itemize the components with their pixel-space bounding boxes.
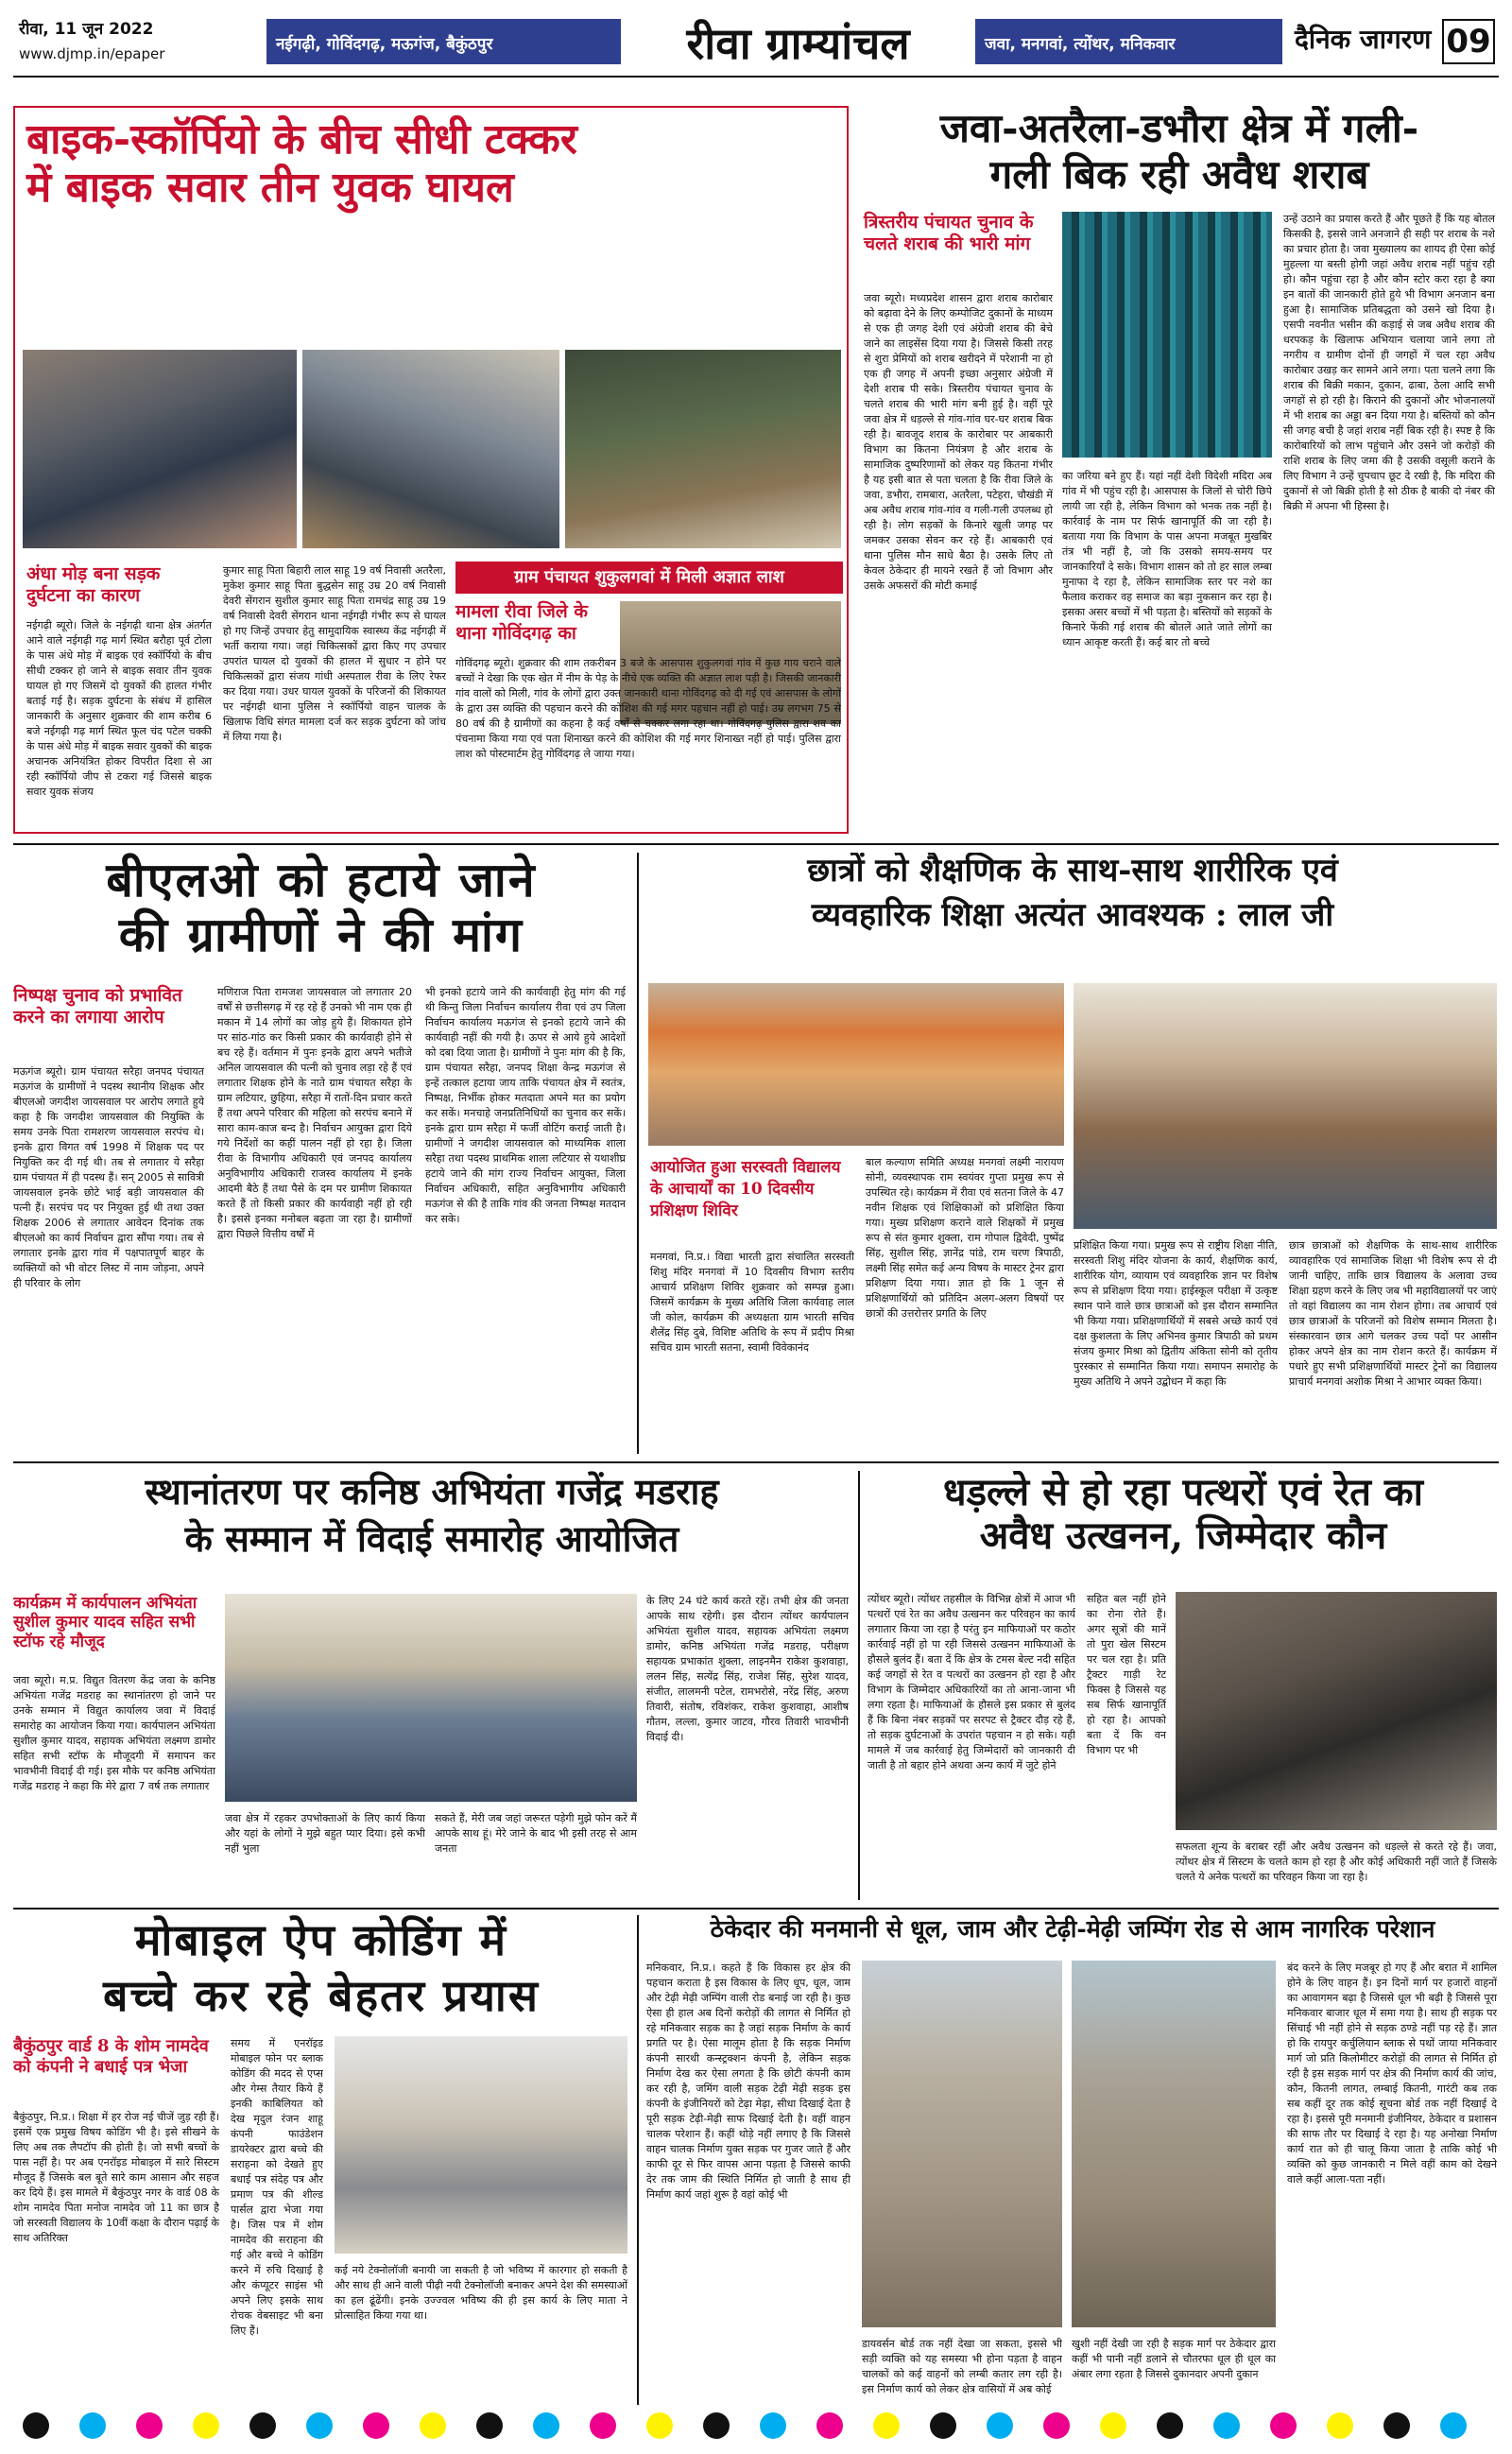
- body-column-3: सफलता शून्य के बराबर रहीं और अवैध उत्खनन को धड़ल्ले से करते रहे हैं। जवा, त्योंथर क्षेत्र में सिस्टम के चलते काम हो रहा है और कोई अधिकारी नहीं जाते हैं जिसके चलते ये अनेक पत्थरों का परिवहन किया जा रहा है।: [1176, 1840, 1497, 1883]
- body-column-1: मऊगंज ब्यूरो। ग्राम पंचायत सरैहा जनपद पंचायत मऊगंज के ग्रामीणों ने पदस्थ स्थानीय शिक्षक और बीएलओ जगदीश जायसवाल पर आरोप लगाते हुये कहा है कि जगदीश जायसवाल की नियुक्ति के समय उनके पिता रामशरण जायसवाल सरपंच थे। इनके द्वारा विगत वर्ष 1998 में शिक्षक पद पर नियुक्ति कर दी गई थी। तब से लगातार ये सरैहा ग्राम पंचायत में ही पदस्थ हैं। सन् 2005 से सावित्री जायसवाल इनके छोटे भाई बड़ी जायसवाल की पत्नी हैं। सरपंच पद पर नियुक्त हुई थी तथा उक्त शिक्षक 2006 से लगातार आवेदन दिनांक तक बीएलओ का कार्य निर्वाचन द्वारा सौंपा गया। तब से लगातार इनके द्वारा गांव में पक्षपातपूर्ण बाहर के व्यक्तियों को भी वोटर लिस्ट में नाम जोड़ना, अपने ही परिवार के लोग: [13, 1065, 204, 1289]
- headline: [13, 1471, 850, 1560]
- headline: [860, 106, 1499, 198]
- headline-line-1: बाइक-स्कॉर्पियो के बीच सीधी टक्कर: [26, 115, 577, 164]
- photo-injured-youth-1: [23, 350, 297, 548]
- unknown-body-text: गोविंदगढ़ ब्यूरो। शुक्रवार की शाम तकरीबन 3 बजे के आसपास शुकुलगवां गांव में कुछ गाय चराने वाले बच्चों ने देखा कि एक खेत में नीम के पेड़ के नीचे एक व्यक्ति की अज्ञात लाश पड़ी है। जिसकी जानकारी गांव वालों को मिली, गांव के लोगों द्वारा उक्त जानकारी थाना गोविंदगढ़ को दी गई एवं आसपास के लोगों के द्वारा उस व्यक्ति की पहचान करने की कोशिश की गई मगर पहचान नहीं हो पाई। उम्र लगभग 75 से 80 वर्ष की है ग्रामीणों का कहना है कई वर्षों से चक्कर लगा रहा था। गोविंदगढ़ पुलिस द्वारा शव का पंचनामा किया गया एवं पता शिनाख्त करने की कोशिश की गई मगर शिनाख्त नहीं हो पाई। पुलिस द्वारा लाश को पोस्टमार्टम हेतु गोविंदगढ़ ले जाया गया।: [455, 657, 841, 760]
- headline-line-1: स्थानांतरण पर कनिष्ठ अभियंता गजेंद्र मडराह: [145, 1471, 719, 1512]
- registration-mark-icon: [816, 2412, 843, 2439]
- body-column-3: उन्हें उठाने का प्रयास करते हैं और पूछते हैं कि यह बोतल किसकी है, इससे जाने अनजाने ही सही पर शराब के नशे का प्रचार होता है। जवा मुख्यालय का शायद ही ऐसा कोई मुहल्ला या बस्ती होगी जहां अवैध शराब नहीं पहुंच रही हो। कौन पहुंचा रहा है और कौन स्टोर करा रहा है क्या इन बातों की जानकारी होते हुये भी विभाग अनजान बना हुआ है। सामाजिक प्रतिबद्धता को उसने खो दिया है। एसपी नवनीत भसीन की कड़ाई से जब अवैध शराब की धरपकड़ के खिलाफ अभियान चलाया जाने लगा तो नगरीय व ग्रामीण दोनों ही जगहों में चल रहा अवैध कारोबार उखड़ कर सामने आने लगा। पता चलने लगा कि शराब की बिक्री मकान, दुकान, ढाबा, ठेला आदि सभी जगहों से हो रही है। किराने की दुकानों और भोजनालयों में भी शराब का अड्डा बन दिया गया है। बस्तियों को कौन सी जगह बची है जहां शराब नहीं बिक रही है। स्पष्ट है कि कारोबारियों को लाभ पहुंचाने और उसने जो करोड़ों की राशि शराब के लिए जमा की है उसकी वसूली कराने के लिए विभाग ने उन्हें चुपचाप छूट दे रखी है, कि मदिरा की दुकानों से जो बिक्री होती है सो ठीक है बाकी दो नंबर की बिक्री में अपना भी हिस्सा है।: [1283, 213, 1495, 512]
- story-unknown-body-headline: ग्राम पंचायत शुकुलगवां में मिली अज्ञात लाश: [455, 562, 843, 594]
- photo-award-ceremony: [1074, 983, 1497, 1229]
- body-column-3: कई नये टेक्नोलॉजी बनायी जा सकती है जो भविष्य में कारगार हो सकती है और साथ ही आने वाली पीढ़ी नयी टेक्नोलॉजी बनाकर अपने देश की समस्याओं का हल ढूंढेंगी। इनके उज्ज्वल भविष्य की ही इस कार्य के लिए माता ने प्रोत्साहित किया गया था।: [335, 2264, 627, 2322]
- page-number: 09: [1442, 19, 1495, 64]
- registration-mark-icon: [476, 2412, 503, 2439]
- registration-mark-icon: [646, 2412, 673, 2439]
- body-column-4: बंद करने के लिए मजबूर हो गए हैं और बरात में शामिल होने के लिए वाहन हैं। इन दिनों मार्ग पर हजारों वाहनों का आवागमन बढ़ा है जिससे धूल भी बढ़ी है जिससे पूरा मनिकवार बाजार धूल में समा गया है। साथ ही सड़क पर सिंचाई भी नहीं होने से सड़क ठण्डे नहीं पड़ रहे हैं। ज्ञात हो कि रायपुर कर्चुलियान ब्लाक से पथों जाया मनिकवार मार्ग जो प्रति किलोमीटर करोड़ों की लागत से निर्मित हो रही है इस सड़क मार्ग पर क्षेत्र की निर्माण कार्य की जांच, कौन, कितनी लागत, लम्बाई कितनी, गारंटी कब तक सब कहीं दूर तक कोई सूचना बोर्ड तक नहीं दिखाई दे रहा है। इससे पूरी मनमानी इंजीनियर, ठेकेदार व प्रशासन की साफ तौर पर दिखाई दे रहा है। यह अनोखा निर्माण कार्य रात को ही चालू किया जाता है ताकि कोई भी व्यक्ति को कुछ जानकारी न मिले वहीं काम को देखने वाले कहीं आला-पता नहीं।: [1287, 1961, 1497, 2186]
- registration-mark-icon: [23, 2412, 49, 2439]
- headline-line-2: बच्चे कर रहे बेहतर प्रयास: [103, 1970, 540, 2022]
- subheadline: अंधा मोड़ बना सड़क दुर्घटना का कारण: [26, 563, 161, 606]
- registration-mark-icon: [1327, 2412, 1353, 2439]
- headline: ठेकेदार की मनमानी से धूल, जाम और टेढ़ी-मेढ़ी जम्पिंग रोड से आम नागरिक परेशान: [710, 1915, 1435, 1943]
- registration-mark-icon: [249, 2412, 276, 2439]
- body-column-1: मनिकवार, नि.प्र.। कहते हैं कि विकास हर क्षेत्र की पहचान कराता है इस विकास के लिए धूप, धूल, जाम और टेढ़ी मेढ़ी जम्पिंग वाली रोड बनाई जा रही है। कुछ ऐसा ही हाल अब दिनों करोड़ों की लागत से निर्मित हो रहे मनिकवार सड़क का है जहां सड़क निर्माण के कार्य प्रगति पर है। ऐसा मालूम होता है कि सड़क निर्माण कंपनी सारथी कन्स्ट्रक्शन कंपनी है, लेकिन सड़क निर्माण देख कर ऐसा लगता है कि छोटी कंपनी काम कर रही है, जमिंग वाली सड़क टेढ़ी मेढ़ी सड़क इस कंपनी के इंजीनियरों को टेढ़ा मेढ़ा, सीधा दिखाई देता है पूरी सड़क टेढ़ी-मेढ़ी साफ दिखाई देती है। वहीं वाहन चालक परेशान हैं। कहीं थोड़े नहीं लगाए है कि जिससे वाहन चालक निर्माण युक्त सड़क पर गुजर जाते हैं और काफी दूर से फिर वापस आना पड़ता है जिससे काफी देर तक जाम की स्थिति निर्मित हो जाती है साथ ही निर्माण कार्य जहां शुरू है वहां कोई भी: [646, 1961, 850, 2201]
- divider: [13, 843, 1499, 845]
- body-column-1: जवा ब्यूरो। मध्यप्रदेश शासन द्वारा शराब कारोबार को बढ़ावा देने के लिए कम्पोजिट दुकानों के माध्यम से एक ही जगह देशी एवं अंग्रेजी शराब की बेचे जाने का लाइसेंस दिया गया है। जिससे किसी तरह से शुरा प्रेमियों को शराब खरीदने में परेशानी ना हो एक ही जगह में अपनी इच्छा अनुसार अंग्रेजी में देशी शराब पी सके। त्रिस्तरीय पंचायत चुनाव के चलते शराब की भारी मांग बनी हुई है। वहीं पूरे जवा क्षेत्र में धड़ल्ले से गांव-गांव घर-घर शराब बिक रही है। बावजूद शराब के कारोबार पर आबकारी विभाग का कितना नियंत्रण है और शराब के सामाजिक दुष्परिणामों को लेकर यह कितना गंभीर है यह इसी बात से पता चलता है कि रीवा जिले के जवा, डभौरा, रामबारा, अतरैला, पटेहरा, चौखंडी में अब अवैध शराब गांव-गांव व गली-गली उपलब्ध हो रही है। लोग सड़कों के किनारे खुली जगह पर जमकर उसका सेवन कर रहे हैं। आबकारी एवं थाना पुलिस मौन साधे बैठा है। उसके लिए तो केवल ठेकेदार ही मायने रखते हैं जो विभाग और उसके अफसरों की मोटी कमाई: [864, 292, 1053, 592]
- registration-mark-icon: [590, 2412, 616, 2439]
- headline: [13, 1915, 629, 2022]
- headline-line-2: अवैध उत्खनन, जिम्मेदार कौन: [979, 1513, 1387, 1559]
- headline-line-1: जवा-अतरैला-डभौरा क्षेत्र में गली-: [939, 106, 1419, 151]
- headline-line-2: व्यवहारिक शिक्षा अत्यंत आवश्यक : लाल जी: [811, 896, 1334, 935]
- caption: आयोजित हुआ सरस्वती विद्यालय के आचार्यों का 10 दिवसीय प्रशिक्षण शिविर: [650, 1158, 841, 1220]
- divider: [637, 853, 639, 1454]
- registration-mark-icon: [760, 2412, 786, 2439]
- areas-left: नईगढ़ी, गोविंदगढ़, मऊगंज, बैकुंठपुर: [266, 19, 621, 64]
- story-illegal-liquor: [860, 106, 1499, 834]
- headline-line-1: धड़ल्ले से हो रहा पत्थरों एवं रेत का: [942, 1471, 1423, 1514]
- divider: [637, 1915, 639, 2405]
- paper-name: दैनिक जागरण: [1295, 24, 1432, 55]
- registration-mark-icon: [533, 2412, 559, 2439]
- story-road-construction: [646, 1915, 1499, 2405]
- headline-line-2: में बाइक सवार तीन युवक घायल: [26, 164, 514, 213]
- photo-liquor-bottles: [1062, 212, 1272, 458]
- subheadline: कार्यक्रम में कार्यपालन अभियंता सुशील कुमार यादव सहित सभी स्टॉफ रहे मौजूद: [13, 1594, 198, 1651]
- registration-mark-icon: [1383, 2412, 1410, 2439]
- photo-student-with-certificate: [335, 2036, 627, 2254]
- divider: [13, 1908, 1499, 1910]
- masthead: [13, 13, 1499, 78]
- story-blo-removal: [13, 853, 629, 1454]
- body-column-3: प्रशिक्षित किया गया। प्रमुख रूप से राष्ट्रीय शिक्षा नीति, सरस्वती शिशु मंदिर योजना के कार्य, शैक्षणिक कार्य, शारीरिक योग, व्यायाम एवं व्यवहारिक ज्ञान पर विशेष रूप से प्रशिक्षण दिया गया। हाईस्कूल परीक्षा में उत्कृष्ट स्थान पाने वाले छात्र छात्राओं को इस दौरान सम्मानित भी किया गया। प्रशिक्षणार्थियों में सबसे अच्छे कार्य एवं दक्ष कुशलता के लिए अभिनव कुमार त्रिपाठी को प्रथम संजय कुमार मिश्रा को द्वितीय अंकिता सोनी को तृतीय पुरस्कार से सम्मानित किया गया। समापन समारोह के मुख्य अतिथि ने अपने उद्बोधन में कहा कि: [1074, 1239, 1278, 1388]
- body-column-4: के लिए 24 घंटे कार्य करते रहें। तभी क्षेत्र की जनता आपके साथ रहेगी। इस दौरान त्योंथर कार्यपालन अभियंता सुशील यादव, सहायक अभियंता लक्ष्मण डामोर, कनिष्ठ अभियंता गजेंद्र मडराह, परीक्षण सहायक प्रभाकांत शुक्ला, लाइनमैन राकेश कुशवाहा, ललन सिंह, सत्येंद्र सिंह, राजेश सिंह, सुरेश यादव, संजीत, लालमनी पटेल, रामभरोसे, नरेंद्र सिंह, अरुण तिवारी, संतोष, रविशंकर, राकेश कुशवाहा, आशीष गौतम, लल्ला, कुमार जाटव, गौरव तिवारी भावभीनी विदाई दी।: [646, 1595, 849, 1743]
- body-column-2: सहित बल नहीं होने का रोना रोते हैं। अगर सूत्रों की मानें तो पुरा खेल सिस्टम पर चल रहा है। प्रति ट्रैक्टर गाड़ी रेट फिक्स है जिससे यह सब सिर्फ खानापूर्ति हो रहा है। आपको बता दें कि वन विभाग पर भी: [1087, 1593, 1166, 1756]
- story-mobile-app-coding: [13, 1915, 629, 2405]
- registration-mark-icon: [873, 2412, 900, 2439]
- photo-injured-youth-3: [565, 350, 841, 548]
- photo-road-2: [1072, 1961, 1276, 2327]
- divider: [858, 1471, 860, 1900]
- headline-line-1: मोबाइल ऐप कोडिंग में: [134, 1915, 508, 1965]
- unknown-body-subheadline: मामला रीवा जिले के थाना गोविंदगढ़ का: [455, 601, 588, 644]
- body-column-3: खुशी नहीं देखी जा रही है सड़क मार्ग पर ठेकेदार द्वारा कहीं भी पानी नहीं डलाने से चौतरफा धूल ही धूल का अंबार लगा रहता है जिससे दुकानदार अपनी दुकान: [1072, 2338, 1276, 2380]
- body-column-2: बाल कल्याण समिति अध्यक्ष मनगवां लक्ष्मी नारायण सोनी, व्यवस्थापक राम स्वयंवर गुप्ता प्रमुख रूप से उपस्थित रहे। कार्यक्रम में रीवा एवं सतना जिले के 47 नवीन शिक्षक एवं शिक्षिकाओं को प्रशिक्षित किया गया। मुख्य प्रशिक्षण कराने वाले शिक्षकों में प्रमुख रूप से संत कुमार शुक्ला, राम गोपाल द्विवेदी, पुष्पेंद्र सिंह, सुशील सिंह, ज्ञानेंद्र पांडे, राम चरण त्रिपाठी, लक्ष्मी सिंह समेत कई अन्य विषय के मास्टर ट्रेनर द्वारा प्रशिक्षण दिया गया। ज्ञात हो कि 1 जून से प्रशिक्षणार्थियों को प्रतिदिन अलग-अलग विषयों पर छात्रों की उत्तरोत्तर प्रगति के लिए: [866, 1156, 1064, 1320]
- subheadline: बैकुंठपुर वार्ड 8 के शोम नामदेव को कंपनी ने बधाई पत्र भेजा: [13, 2036, 209, 2077]
- registration-mark-icon: [1270, 2412, 1297, 2439]
- registration-mark-icon: [1440, 2412, 1467, 2439]
- subheadline: निष्पक्ष चुनाव को प्रभावित करने का लगाया आरोप: [13, 985, 182, 1028]
- registration-mark-icon: [136, 2412, 163, 2439]
- headline: [646, 853, 1499, 935]
- photo-injured-youth-2: [302, 350, 559, 548]
- headline-line-2: के सम्मान में विदाई समारोह आयोजित: [184, 1517, 679, 1561]
- body-column-1: जवा ब्यूरो। म.प्र. विद्युत वितरण केंद्र जवा के कनिष्ठ अभियंता गजेंद्र मडराह का स्थानांतरण हो जाने पर उनके सम्मान में विद्युत कार्यालय जवा में विदाई समारोह का आयोजन किया गया। कार्यपालन अभियंता सुशील कुमार यादव, सहायक अभियंता लक्ष्मण डामोर सहित सभी स्टॉफ के मौजूदगी में समापन कर भावभीनी विदाई दी गई। इस मौके पर कनिष्ठ अभियंता गजेंद्र मडराह ने कहा कि मेरे द्वारा 7 वर्ष तक लगातार: [13, 1674, 215, 1792]
- dateline: रीवा, 11 जून 2022: [19, 20, 154, 39]
- areas-right: जवा, मनगवां, त्योंथर, मनिकवार: [975, 19, 1282, 64]
- registration-mark-icon: [306, 2412, 333, 2439]
- registration-mark-icon: [703, 2412, 730, 2439]
- body-column-3: भी इनको हटाये जाने की कार्यवाही हेतु मांग की गई थी किन्तु जिला निर्वाचन कार्यालय रीवा एवं उप जिला निर्वाचन कार्यालय मऊगंज से इनको हटाये जाने की कार्यवाही नहीं की गयी है। ऊपर से आये हुये आदेशों को दबा दिया जाता है। ग्रामीणों ने पुनः मांग की है कि, ग्राम पंचायत सरैहा, जनपद शिक्षा केन्द्र मऊगंज से इन्हें तत्काल हटाया जाय ताकि पंचायत क्षेत्र में स्वतंत्र, निष्पक्ष, निर्भीक होकर मतदाता अपने मत का प्रयोग कर सकें। मनचाहे जनप्रतिनिधियों का चुनाव कर सकें। इनके द्वारा ग्राम सरैहा में फर्जी वोटिंग कराई जाती है। ग्रामीणों ने जगदीश जायसवाल को माध्यमिक शाला सरैहा तथा पदस्थ प्राथमिक शाला लटियार से यथाशीघ्र हटाये जाने की मांग राज्य निर्वाचन आयुक्त, जिला निर्वाचन अधिकारी, सहित अनुविभागीय अधिकारी मऊगंज से की है ताकि गांव की जनता निष्पक्ष मतदान कर सके।: [425, 986, 626, 1225]
- story-farewell-ceremony: [13, 1471, 850, 1900]
- body-column-4: छात्र छात्राओं को शैक्षणिक के साथ-साथ शारीरिक व्यावहारिक एवं सामाजिक शिक्षा भी विशेष रूप से दी जानी चाहिए, ताकि छात्र विद्यालय के अलावा उच्च शिक्षा ग्रहण करने के लिए जब भी महाविद्यालयों पर जाएं तो वहां विद्यालय का नाम रोशन होगा। तब आचार्य एवं छात्र छात्राओं के परिजनों को विशेष सम्मान मिलता है। संस्कारवान छात्र आगे चलकर उच्च पदों पर आसीन होकर अपने क्षेत्र का नाम रोशन करते हैं। कार्यक्रम में पधारे हुए सभी प्रशिक्षणार्थियों मास्टर ट्रेनों का विद्यालय प्राचार्य मनगवां अशोक मिश्रा ने आभार व्यक्त किया।: [1289, 1239, 1497, 1388]
- body-column-2: मणिराज पिता रामजश जायसवाल जो लगातार 20 वर्षों से छत्तीसगढ़ में रह रहे हैं उनको भी नाम एक ही मकान में 14 लोगों का जोड़ हुये हैं। शिकायत होने पर सांठ-गांठ कर किसी प्रकार की कार्यवाही होने से बच रहे हैं। वर्तमान में पुनः इनके द्वारा अपने भतीजे अनिल जायसवाल की पत्नी को चुनाव लड़ा रहे हैं एवं लगातार शिक्षक होने के नाते ग्राम पंचायत सरैहा के ग्राम लटियार, छुहिया, सरैहा में रातों-दिन प्रचार करते हैं तथा अपने परिवार की महिला को सरपंच बनाने में सारा काम-काज बन्द है। निर्वाचन आयुक्त द्वारा दिये गये निर्देशों का कहीं पालन नहीं हो रहा है। जिला रीवा के विभागीय अधिकारी एवं जनपद कार्यालय अनुविभागीय अधिकारी राजस्व कार्यालय में इनके आदमी बैठे हैं तथा पैसे के दम पर ग्रामीण शिकायत करते हैं तो किसी प्रकार की कार्यवाही नहीं हो रही है। इससे इनका मनोबल बढ़ता जा रहा है। ग्रामीणों द्वारा पिछले वित्तीय वर्षों में: [217, 986, 412, 1240]
- page-title: रीवा ग्राम्यांचल: [686, 18, 910, 69]
- photo-training-camp: [648, 983, 1064, 1146]
- headline: [13, 853, 629, 962]
- body-column-2: डायवर्सन बोर्ड तक नहीं देखा जा सकता, इससे भी सड़ी व्यक्ति को यह समस्या भी होना पड़ता है वाहन चालकों को कई वाहनों को लम्बी कतार लग रही है। इस निर्माण कार्य को लेकर क्षेत्र वासियों में अब कोई: [862, 2338, 1062, 2395]
- headline-line-2: की ग्रामीणों ने की मांग: [118, 907, 524, 962]
- registration-mark-icon: [930, 2412, 956, 2439]
- photo-mining-site: [1176, 1592, 1497, 1830]
- headline-line-1: बीएलओ को हटाये जाने: [106, 853, 537, 907]
- registration-marks: [13, 2409, 1499, 2446]
- body-column-3: सकते हैं, मेरी जब जहां जरूरत पड़ेगी मुझे फोन करें मैं आपके साथ हूं। मेरे जाने के बाद भी इसी तरह से आम जनता: [435, 1812, 637, 1855]
- headline: [26, 115, 835, 212]
- registration-mark-icon: [987, 2412, 1013, 2439]
- headline-line-2: गली बिक रही अवैध शराब: [989, 150, 1369, 198]
- body-column-2: कुमार साहू पिता बिहारी लाल साहू 19 वर्ष निवासी अतरैला, मुकेश कुमार साहू पिता बुद्धसेन साहू उम्र 20 वर्ष निवासी देवरी सेंगरान सुशील कुमार साहू पिता रामचंद्र साहू उम्र 19 वर्ष निवासी देवरी सेंगरान थाना नईगढ़ी गंभीर रूप से घायल हो गए जिन्हें उपचार हेतु सामुदायिक स्वास्थ्य केंद्र नईगढ़ी में भर्ती कराया गया। जहां चिकित्सकों द्वारा किए गए उपचार उपरांत घायल दो युवकों की हालत में सुधार न होने पर चिकित्सकों द्वारा संजय गांधी अस्पताल रीवा के लिए रेफर कर दिया गया। उधर घायल युवकों के परिजनों की शिकायत पर नईगढ़ी थाना पुलिस ने स्कॉर्पियो वाहन चालक के खिलाफ विधि संगत मामला दर्ज कर सड़क दुर्घटना को जांच में लिया गया है।: [223, 564, 446, 743]
- body-column-2: समय में एनरॉइड मोबाइल फोन पर ब्लाक कोडिंग की मदद से एप्स और गेम्स तैयार किये हैं इनकी काबिलियत को देख मृदुल रंजन शाहू कंपनी फाउंडेशन डायरेक्टर द्वारा बच्चे की सराहना को देखते हुए बधाई पत्र संदेह पत्र और प्रमाण पत्र की शील्ड पार्सल द्वारा भेजा गया है। जिस पत्र में शोम नामदेव की सराहना की गई और बच्चे ने कोडिंग करने में रुचि दिखाई है और कंप्यूटर साइंस भी अपने लिए इसके साथ रोचक वेबसाइट भी बना लिए हैं।: [231, 2037, 323, 2337]
- body-column-1: मनगवां, नि.प्र.। विद्या भारती द्वारा संचालित सरस्वती शिशु मंदिर मनगवां में 10 दिवसीय विभाग स्तरीय आचार्य प्रशिक्षण शिविर शुक्रवार को सम्पन्न हुआ। जिसमें कार्यक्रम के मुख्य अतिथि जिला कार्यवाह लाल जी कोल, कार्यक्रम की अध्यक्षता ग्राम भारती सचिव शैलेंद्र सिंह दुबे, विशिष्ट अतिथि के रूप में प्रदीप मिश्रा सचिव ग्राम भारती सतना, स्वामी विवेकानंद: [650, 1251, 854, 1354]
- divider: [13, 1461, 1499, 1463]
- photo-road-1: [862, 1961, 1062, 2327]
- registration-mark-icon: [420, 2412, 446, 2439]
- body-column-2: जवा क्षेत्र में रहकर उपभोक्ताओं के लिए कार्य किया और यहां के लोगों ने मुझे बहुत प्यार दिया। इसे कभी नहीं भुला: [225, 1812, 425, 1855]
- body-column-2: का जरिया बने हुए हैं। यहां नहीं देशी विदेशी मदिरा अब गांव में भी पहुंच रही है। आसपास के जिलों से चोरी छिपे लायी जा रही है, लेकिन विभाग को भनक तक नहीं है। कार्रवाई के नाम पर सिर्फ खानापूर्ति की जा रही है। बताया गया कि विभाग के पास अपना मजबूत मुखबिर तंत्र भी नहीं है, जो कि उसको समय-समय पर जानकारियाँ दे सके। विभाग शासन को तो हर साल लम्बा मुनाफा दे रहा है, लेकिन सामाजिक स्तर पर नशे का फैलाव कराकर वह समाज का बड़ा नुकसान कर रहा है। इसका असर बच्चों में भी पड़ता है। बस्तियों को सड़कों के किनारे फेंकी गई शराब की बोतलें आते जाते लोगों का ध्यान आकृष्ट करती हैं। कई बार तो बच्चे: [1062, 470, 1272, 648]
- epaper-url[interactable]: www.djmp.in/epaper: [19, 45, 165, 62]
- subheadline: त्रिस्तरीय पंचायत चुनाव के चलते शराब की भारी मांग: [864, 212, 1034, 254]
- story-teacher-training: [646, 853, 1499, 1454]
- registration-mark-icon: [79, 2412, 106, 2439]
- headline: [868, 1471, 1499, 1559]
- body-column-1: त्योंथर ब्यूरो। त्योंथर तहसील के विभिन्न क्षेत्रों में आज भी पत्थरों एवं रेत का अवैध उत्खनन कर परिवहन का कार्य लगातार किया जा रहा है परंतु इन माफियाओं पर कठोर कार्रवाई नहीं हो पा रही जिससे उत्खनन माफियाओं के हौसले बुलंद हैं। बता दें कि क्षेत्र के टमस बेल्ट नदी सहित कई जगहों से रेत व पत्थरों का उत्खनन हो रहा है और विभाग के जिम्मेदार अधिकारियों का तो आना-जाना भी लगा रहता है। माफियाओं के हौसले इस प्रकार से बुलंद हैं कि बिना नंबर सड़कों पर सरपट से ट्रैक्टर दौड़ रहे हैं, तो सड़क दुर्घटनाओं के उपरांत पहचान न हो सके। यही मामले में जब कार्रवाई हेतु जिम्मेदारों को जानकारी दी जाती है तो बहार होने अथवा अन्य कार्य में जुटे होने: [868, 1593, 1075, 1771]
- body-column-1: नईगढ़ी ब्यूरो। जिले के नईगढ़ी थाना क्षेत्र अंतर्गत आने वाले नईगढ़ी गढ़ मार्ग स्थित बरौहा पूर्व टोला के पास अंधे मोड़ में बाइक एवं स्कॉर्पियो के बीच सीधी टक्कर हो जाने से बाइक सवार तीन युवक घायल हो गए जिसमें दो युवकों की हालत गंभीर बताई गई है। सड़क दुर्घटना के संबंध में हासिल जानकारी के अनुसार शुक्रवार की शाम करीब 6 बजे नईगढ़ी गढ़ मार्ग स्थित फूल चंद पटेल चक्की के पास अंधे मोड़ में बाइक सवार युवकों की बाइक अचानक अनियंत्रित होकर विपरीत दिशा से आ रही स्कॉर्पियो जीप से टकरा गई जिससे बाइक सवार युवक संजय: [26, 619, 212, 798]
- body-column-1: बैकुंठपुर, नि.प्र.। शिक्षा में हर रोज नई चीजें जुड़ रही हैं। इसमें एक प्रमुख विषय कोडिंग भी है। इसे सीखने के लिए अब तक लैपटॉप की होती है। जो सभी बच्चों के पास नहीं है। पर अब एनरॉइड मोबाइल में सारे सिस्टम मौजूद हैं जिसके बल बूते सारे काम आसान और सहज कर दिये हैं। इस मामले में बैकुंठपुर नगर के वार्ड 08 के शोम नामदेव पिता मनोज नामदेव जो 11 का छात्र है जो सरस्वती विद्यालय के 10वीं कक्षा के दौरान पढ़ाई के साथ अतिरिक्त: [13, 2111, 219, 2244]
- registration-mark-icon: [1157, 2412, 1183, 2439]
- story-illegal-mining: [868, 1471, 1499, 1900]
- registration-mark-icon: [1043, 2412, 1070, 2439]
- registration-mark-icon: [1100, 2412, 1126, 2439]
- story-bike-accident: [13, 106, 849, 834]
- headline-line-1: छात्रों को शैक्षणिक के साथ-साथ शारीरिक एवं: [807, 853, 1338, 890]
- registration-mark-icon: [363, 2412, 389, 2439]
- registration-mark-icon: [193, 2412, 219, 2439]
- registration-mark-icon: [1213, 2412, 1240, 2439]
- photo-farewell-group: [225, 1594, 637, 1802]
